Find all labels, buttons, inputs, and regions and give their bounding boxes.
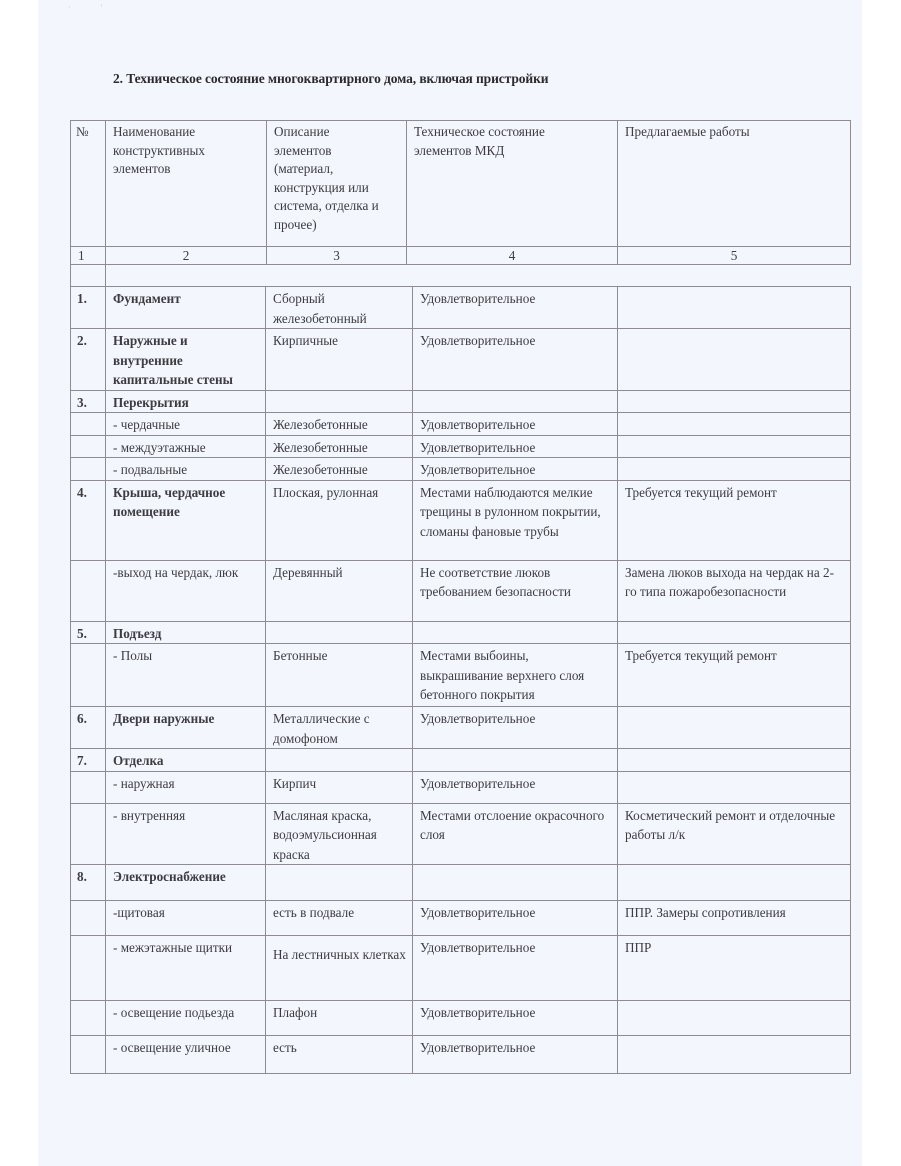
technical-condition: Удовлетворительное [413,936,618,1001]
row-number [71,936,106,1001]
table-row [71,1001,851,1036]
header-line: конструктивных [113,142,205,158]
element-name: Крыша, чердачное помещение [106,480,266,560]
proposed-works [618,458,851,481]
technical-condition: Местами отслоение окрасочного слоя [413,803,618,865]
table-row [71,329,851,391]
row-number: 6. [71,707,106,749]
element-name: - междуэтажные [106,435,266,458]
row-number [71,560,106,621]
row-number: 5. [71,621,106,644]
proposed-works [618,865,851,901]
element-description [266,621,413,644]
element-name: Электроснабжение [106,865,266,901]
section-title: 2. Техническое состояние многоквартирного дома, включая пристройки [113,71,549,86]
element-description: Плоская, рулонная [266,480,413,560]
table-row [71,1036,851,1074]
element-description [266,865,413,901]
proposed-works: Косметический ремонт и отделочные работы л/к [618,803,851,865]
proposed-works [618,1036,851,1074]
header-line: прочее) [274,216,317,232]
table-row [71,435,851,458]
table-row [71,901,851,936]
proposed-works [618,390,851,413]
divider [70,264,71,286]
row-number: 8. [71,865,106,901]
proposed-works [618,287,851,329]
technical-condition: Удовлетворительное [413,901,618,936]
table-row [71,803,851,865]
element-description: есть [266,1036,413,1074]
header-line: элементов МКД [414,142,505,158]
element-description: Бетонные [266,644,413,707]
element-description: Сборный железобетонный [266,287,413,329]
column-number-row [71,247,851,265]
table-row [71,644,851,707]
technical-condition [413,390,618,413]
proposed-works [618,621,851,644]
row-number [71,458,106,481]
proposed-works [618,435,851,458]
row-number [71,1001,106,1036]
header-line: элементов [113,161,171,176]
proposed-works: Требуется текущий ремонт [618,480,851,560]
column-number: 3 [267,247,407,265]
row-number: 3. [71,390,106,413]
table-row [71,749,851,772]
element-description: Железобетонные [266,413,413,436]
proposed-works [618,749,851,772]
scan-specks: ·' [68,3,133,12]
header-line: конструкция или [274,179,369,195]
technical-condition: Удовлетворительное [413,287,618,329]
row-number: 2. [71,329,106,391]
header-line: Наименование [113,124,196,139]
row-number [71,901,106,936]
element-name: Перекрытия [106,390,266,413]
element-name: - внутренняя [106,803,266,865]
column-number: 1 [71,247,106,265]
element-description [266,749,413,772]
element-name: -щитовая [106,901,266,936]
proposed-works: Замена люков выхода на чердак на 2-го типа пожаробезопасности [618,560,851,621]
header-line: Техническое состояние [414,124,545,139]
element-name: - освещение подьезда [106,1001,266,1036]
element-description: Кирпич [266,771,413,803]
row-number: 4. [71,480,106,560]
element-description: Железобетонные [266,435,413,458]
technical-condition [413,865,618,901]
table-row [71,413,851,436]
technical-condition: Удовлетворительное [413,771,618,803]
table-row [71,771,851,803]
row-number [71,771,106,803]
table-row [71,707,851,749]
column-number: 2 [106,247,267,265]
element-name: -выход на чердак, люк [106,560,266,621]
table-row [71,390,851,413]
technical-condition: Удовлетворительное [413,413,618,436]
technical-condition: Удовлетворительное [413,1036,618,1074]
column-number: 4 [407,247,618,265]
technical-condition: Удовлетворительное [413,435,618,458]
proposed-works: ППР [618,936,851,1001]
technical-condition: Местами выбоины, выкрашивание верхнего слоя бетонного покрытия [413,644,618,707]
technical-condition: Удовлетворительное [413,329,618,391]
technical-condition: Удовлетворительное [413,1001,618,1036]
element-description: Кирпичные [266,329,413,391]
table-row [71,936,851,1001]
header-row [71,121,851,247]
element-name: - наружная [106,771,266,803]
element-name: Подъезд [106,621,266,644]
header-works [618,121,851,247]
table-row [71,480,851,560]
element-description: Металлические с домофоном [266,707,413,749]
spacer-row [70,264,850,286]
proposed-works [618,329,851,391]
element-name: Отделка [106,749,266,772]
table-row [71,287,851,329]
element-description: Железобетонные [266,458,413,481]
row-number: 7. [71,749,106,772]
technical-condition: Удовлетворительное [413,707,618,749]
header-line: Предлагаемые работы [625,124,750,139]
table-row [71,621,851,644]
element-description: есть в подвале [266,901,413,936]
element-name: - чердачные [106,413,266,436]
element-description: Деревянный [266,560,413,621]
header-name [106,121,267,247]
proposed-works [618,771,851,803]
table-row [71,865,851,901]
technical-condition [413,621,618,644]
row-number [71,644,106,707]
header-description [267,121,407,247]
header-table [70,120,851,265]
proposed-works [618,707,851,749]
proposed-works: Требуется текущий ремонт [618,644,851,707]
row-number [71,1036,106,1074]
element-description: На лестничных клетках [266,936,413,1001]
column-number: 5 [618,247,851,265]
element-name: Двери наружные [106,707,266,749]
header-no: № [71,121,106,247]
condition-table [70,286,851,1074]
technical-condition [413,749,618,772]
technical-condition: Удовлетворительное [413,458,618,481]
technical-condition: Местами наблюдаются мелкие трещины в рулонном покрытии, сломаны фановые трубы [413,480,618,560]
row-number [71,413,106,436]
element-description: Масляная краска, водоэмульсионная краска [266,803,413,865]
element-name: Фундамент [106,287,266,329]
table-row [71,458,851,481]
element-description: Плафон [266,1001,413,1036]
element-description [266,390,413,413]
header-line: элементов [274,142,332,158]
header-line: система, отделка и [274,198,379,213]
proposed-works [618,413,851,436]
proposed-works: ППР. Замеры сопротивления [618,901,851,936]
element-name: Наружные и внутренние капитальные стены [106,329,266,391]
row-number [71,435,106,458]
element-name: - межэтажные щитки [106,936,266,1001]
header-condition [407,121,618,247]
table-row [71,560,851,621]
proposed-works [618,1001,851,1036]
row-number [71,803,106,865]
row-number: 1. [71,287,106,329]
element-name: - Полы [106,644,266,707]
divider [105,264,106,286]
element-name: - освещение уличное [106,1036,266,1074]
element-name: - подвальные [106,458,266,481]
header-line: Описание [274,124,330,139]
header-line: (материал, [274,161,334,176]
technical-condition: Не соответствие люков требованием безопасности [413,560,618,621]
